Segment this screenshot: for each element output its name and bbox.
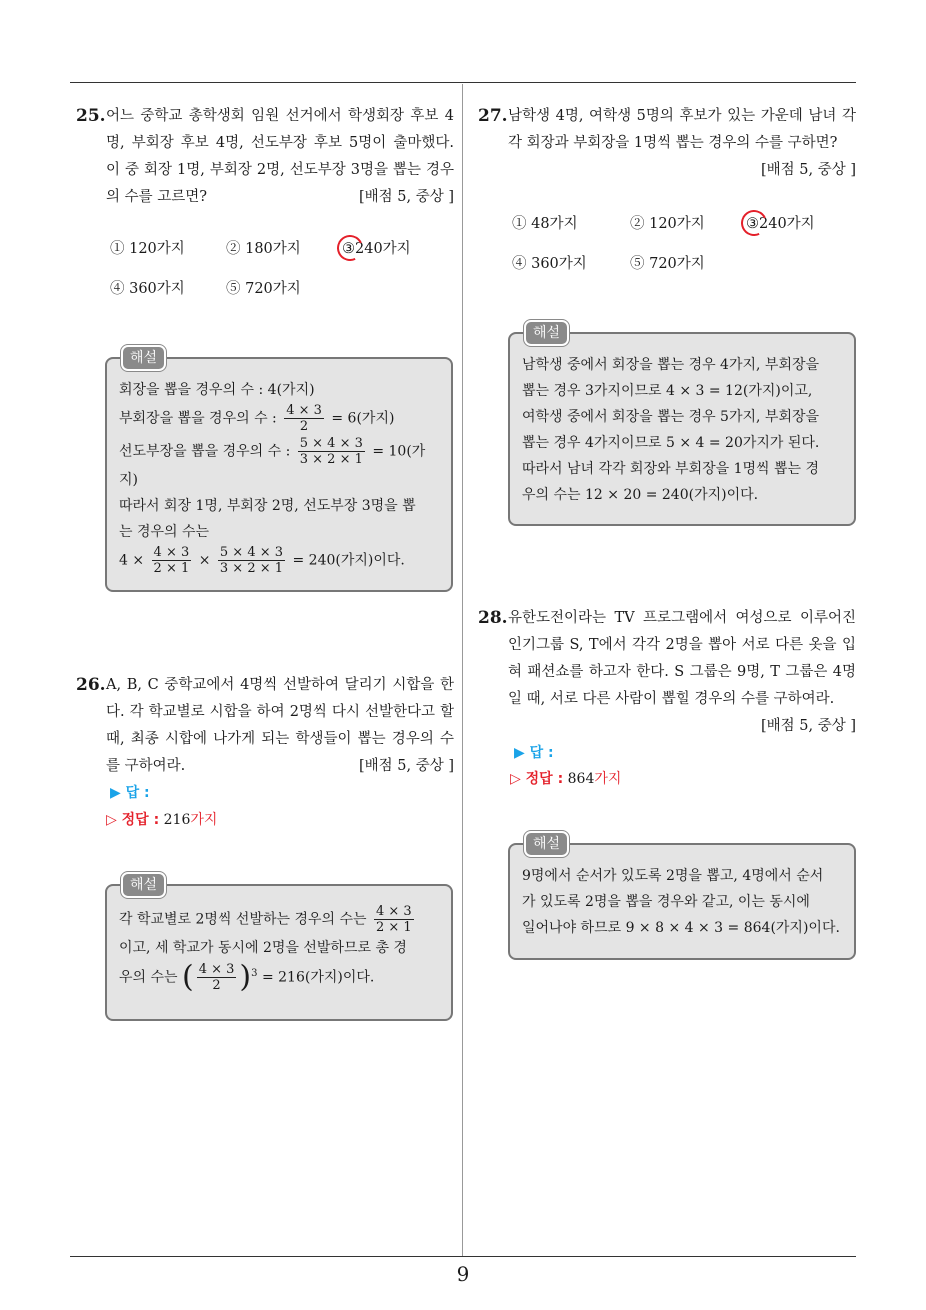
choice-4[interactable]: ④ 360가지 (110, 281, 185, 297)
solution-line: 선도부장을 뽑을 경우의 수 : $\frac{5 \times 4 \times 3}{3 \times 2 \times 1}$ = 10(가 (119, 436, 426, 467)
solution-box-26 (105, 877, 453, 1021)
selected-circle-mark (737, 206, 770, 239)
question-28 (478, 605, 856, 740)
solution-line: 따라서 남녀 각각 회장와 부회장을 1명씩 뽑는 경 (522, 461, 820, 477)
question-number: 25. (76, 106, 106, 126)
answer-line-28[interactable]: ▶ 답 : (514, 745, 554, 761)
choice-2[interactable]: ② 180가지 (226, 241, 301, 257)
solution-line: 는 경우의 수는 (119, 524, 210, 540)
question-meta: [배점 5, 중상 ] (760, 162, 856, 178)
top-rule (70, 82, 856, 83)
question-number: 26. (76, 675, 106, 695)
solution-line: 가 있도록 2명을 뽑을 경우와 같고, 이는 동시에 (522, 894, 810, 910)
solution-line: 각 학교별로 2명씩 선발하는 경우의 수는 $\frac{4 \times 3}{2 \times 1}$ (119, 904, 412, 935)
solution-line: 따라서 회장 1명, 부회장 2명, 선도부장 3명을 뽑 (119, 498, 416, 514)
question-25 (76, 103, 454, 211)
solution-box-27 (508, 325, 856, 526)
choice-1[interactable]: ① 120가지 (110, 241, 185, 257)
question-meta: [배점 5, 중상 ] (358, 189, 454, 205)
choice-4[interactable]: ④ 360가지 (512, 256, 587, 272)
solution-line: 4 × $\frac{4 \times 3}{2 \times 1}$ × $\frac{5 \times 4 \times 3}{3 \times 2 \times 1}$ = 240(가지)이다. (119, 545, 405, 576)
choice-1[interactable]: ① 48가지 (512, 216, 578, 232)
question-number: 28. (478, 608, 508, 628)
question-number: 27. (478, 106, 508, 126)
solution-tag: 해설 (121, 872, 166, 898)
question-meta: [배점 5, 중상 ] (760, 718, 856, 734)
solution-line: 지) (119, 472, 138, 488)
question-text: 남학생 4명, 여학생 5명의 후보가 있는 가운데 남녀 각각 회장과 부회장을 1명씩 뽑는 경우의 수를 구하면? (508, 108, 856, 151)
solution-box-28 (508, 836, 856, 960)
solution-tag: 해설 (524, 320, 569, 346)
selected-circle-mark (333, 231, 366, 264)
solution-tag: 해설 (524, 831, 569, 857)
solution-line: 우의 수는 ( $\frac{4 \times 3}{2}$ )$^3$ = 216(가지)이다. (119, 959, 375, 995)
choice-2[interactable]: ② 120가지 (630, 216, 705, 232)
column-divider (462, 84, 463, 1256)
choice-3[interactable]: ③240가지 (746, 212, 815, 233)
solution-tag: 해설 (121, 345, 166, 371)
choice-5[interactable]: ⑤ 720가지 (226, 281, 301, 297)
question-text: 유한도전이라는 TV 프로그램에서 여성으로 이루어진 인기그룹 S, T에서 각각 2명을 뽑아 서로 다른 옷을 입혀 패션쇼를 하고자 한다. S 그룹은 9명, T 그룹은 4명일 때, 서로 다른 사람이 뽑힐 경우의 수를 구하여라. (508, 610, 856, 707)
solution-line: 9명에서 순서가 있도록 2명을 뽑고, 4명에서 순서 (522, 868, 824, 884)
correct-answer-26: ▷ 정답 : 216가지 (106, 812, 218, 828)
question-27 (478, 103, 856, 184)
correct-answer-28: ▷ 정답 : 864가지 (510, 771, 622, 787)
question-text: A, B, C 중학교에서 4명씩 선발하여 달리기 시합을 한다. 각 학교별로 시합을 하여 2명씩 다시 선발한다고 할 때, 최종 시합에 나가게 되는 학생들이 뽑는 경우의 수를 구하여라. (106, 677, 454, 774)
solution-line: 부회장을 뽑을 경우의 수 : $\frac{4 \times 3}{2}$ = 6(가지) (119, 403, 395, 434)
question-26 (76, 672, 454, 780)
answer-line-26[interactable]: ▶ 답 : (110, 785, 150, 801)
bottom-rule (70, 1256, 856, 1257)
question-meta: [배점 5, 중상 ] (358, 758, 454, 774)
solution-line: 우의 수는 12 × 20 = 240(가지)이다. (522, 487, 759, 503)
solution-line: 뽑는 경우 4가지이므로 5 × 4 = 20가지가 된다. (522, 435, 820, 451)
solution-line: 회장을 뽑을 경우의 수 : 4(가지) (119, 382, 315, 398)
solution-line: 남학생 중에서 회장을 뽑는 경우 4가지, 부회장을 (522, 357, 820, 373)
solution-line: 뽑는 경우 3가지이므로 4 × 3 = 12(가지)이고, (522, 383, 813, 399)
solution-line: 일어나야 하므로 9 × 8 × 4 × 3 = 864(가지)이다. (522, 920, 840, 936)
choice-3[interactable]: ③240가지 (342, 237, 411, 258)
page-number: 9 (456, 1262, 470, 1286)
solution-line: 여학생 중에서 회장을 뽑는 경우 5가지, 부회장을 (522, 409, 820, 425)
solution-box-25 (105, 350, 453, 592)
solution-line: 이고, 세 학교가 동시에 2명을 선발하므로 총 경 (119, 940, 407, 956)
choice-5[interactable]: ⑤ 720가지 (630, 256, 705, 272)
question-text: 어느 중학교 총학생회 임원 선거에서 학생회장 후보 4명, 부회장 후보 4명, 선도부장 후보 5명이 출마했다. 이 중 회장 1명, 부회장 2명, 선도부장 3명을 뽑는 경우의 수를 고르면? (106, 108, 454, 205)
